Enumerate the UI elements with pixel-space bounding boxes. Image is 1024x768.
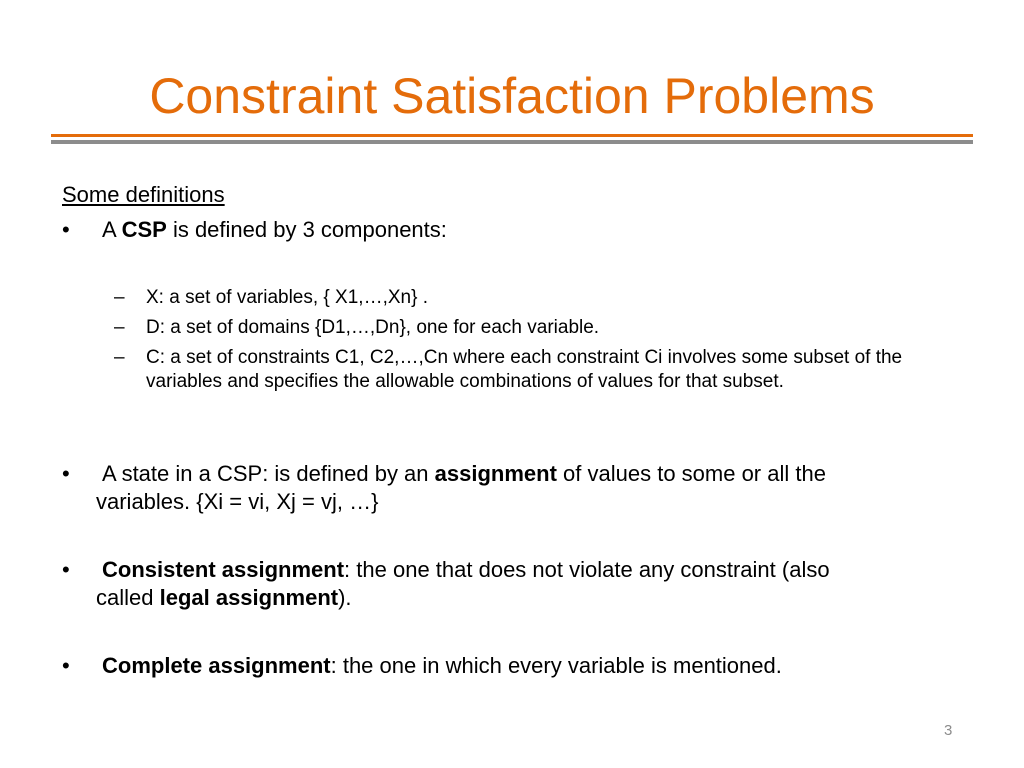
- dash-icon: –: [114, 317, 125, 338]
- dash-icon: –: [114, 287, 125, 308]
- dash-icon: –: [114, 347, 125, 368]
- bullet-text: A state in a CSP: is defined by an assignment of values to some or all the variables. {Xi = vi, Xj = vj, …}: [96, 461, 826, 514]
- bullet-text: Complete assignment: the one in which every variable is mentioned.: [102, 653, 782, 678]
- bullet-icon: •: [62, 653, 70, 678]
- bullet-icon: •: [62, 461, 70, 486]
- slide-title: Constraint Satisfaction Problems: [149, 68, 875, 124]
- sub-item-text: C: a set of constraints C1, C2,…,Cn where each constraint Ci involves some subset of the variables and specifies the allowable combinations of values for that subset.: [146, 347, 903, 392]
- title-divider-orange: [51, 134, 973, 137]
- title-divider-gray: [51, 140, 973, 144]
- bullet-icon: •: [62, 217, 70, 242]
- bullet-icon: •: [62, 557, 70, 582]
- sub-item-text: X: a set of variables, { X1,…,Xn} .: [146, 287, 428, 308]
- page-number: 3: [944, 722, 953, 739]
- bullet-text: A CSP is defined by 3 components:: [102, 217, 447, 242]
- bullet-text: Consistent assignment: the one that does not violate any constraint (also called legal assignment).: [96, 557, 830, 610]
- sub-item-text: D: a set of domains {D1,…,Dn}, one for each variable.: [146, 317, 600, 338]
- section-heading: Some definitions: [62, 182, 225, 207]
